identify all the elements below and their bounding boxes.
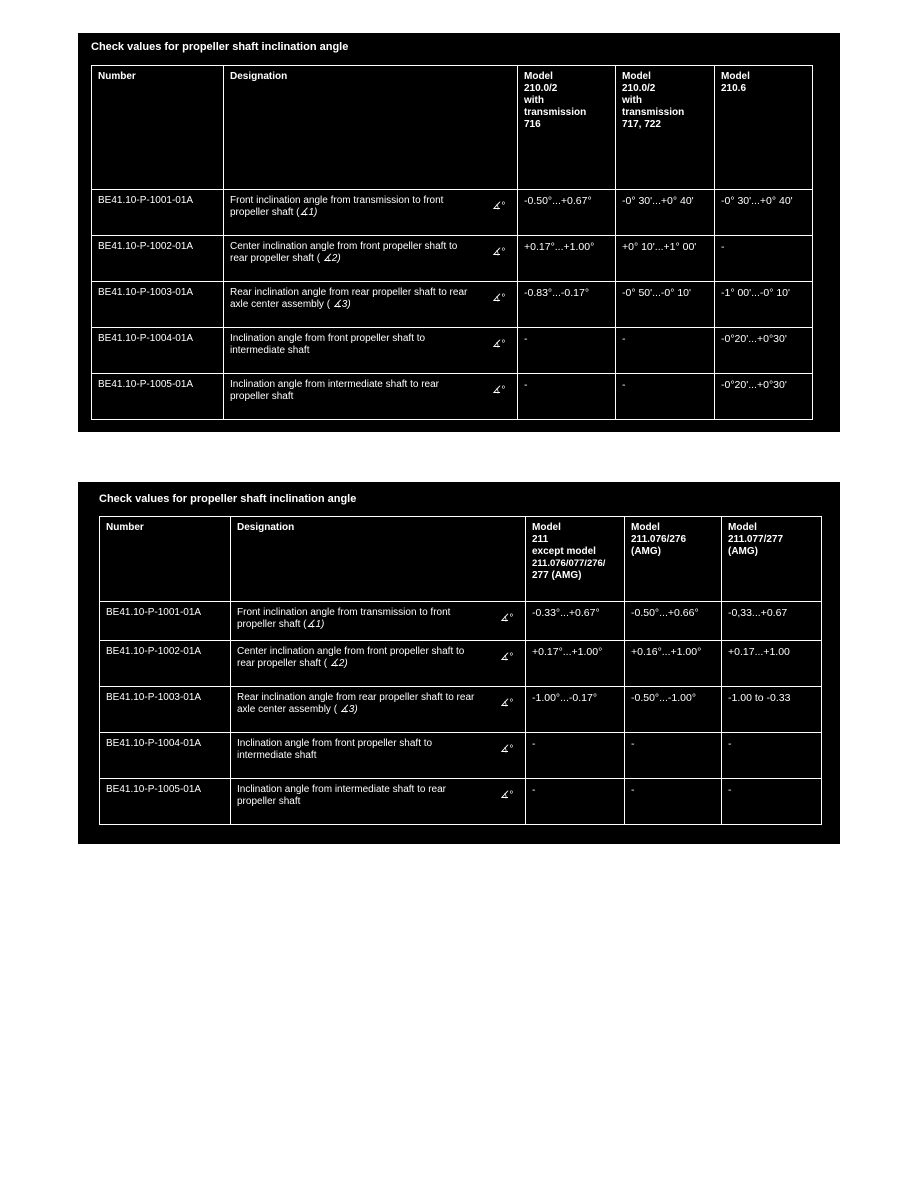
row-value-model-3: -0°20'...+0°30'	[715, 374, 813, 420]
designation-text: Inclination angle from front propeller shaft to intermediate shaft	[237, 738, 433, 761]
row-value-model-2: -0° 50'...-0° 10'	[616, 282, 715, 328]
row-number: BE41.10-P-1004-01A	[100, 733, 231, 779]
designation-text: Inclination angle from front propeller shaft to intermediate shaft	[230, 333, 426, 356]
row-value-model-2: -0° 30'...+0° 40'	[616, 190, 715, 236]
angle-reference: ∡3)	[337, 704, 358, 715]
row-designation	[224, 282, 518, 328]
row-number: BE41.10-P-1004-01A	[92, 328, 224, 374]
model-note: except model	[532, 546, 596, 557]
header-designation: Designation	[224, 66, 518, 190]
model-note: transmission	[524, 107, 587, 118]
designation-text: Rear inclination angle from rear propeller shaft to rear axle center assembly (	[237, 692, 475, 715]
row-value-model-1: -0.50°...+0.67°	[518, 190, 616, 236]
row-value-model-1: -	[518, 328, 616, 374]
table-row	[100, 687, 822, 733]
model-label: Model	[524, 71, 553, 82]
model-note: with	[524, 95, 544, 106]
header-model-1	[518, 66, 616, 190]
table-row	[100, 733, 822, 779]
angle-icon: ∡°	[500, 698, 513, 709]
row-designation	[224, 328, 518, 374]
model-code: 210.0/2	[524, 83, 558, 94]
designation-text: Center inclination angle from front propeller shaft to rear propeller shaft (	[230, 241, 458, 264]
inclination-table	[99, 516, 822, 825]
designation-cell	[237, 784, 519, 808]
designation-text: Front inclination angle from transmission to front propeller shaft (	[237, 607, 451, 630]
angle-reference: ∡3)	[330, 299, 351, 310]
model-note: (AMG)	[728, 546, 758, 557]
inclination-table-panel-210	[78, 33, 840, 432]
row-number: BE41.10-P-1002-01A	[100, 641, 231, 687]
table-body	[92, 190, 813, 420]
row-number: BE41.10-P-1003-01A	[92, 282, 224, 328]
angle-reference: ∡1)	[306, 619, 325, 630]
row-value-model-1: -	[518, 374, 616, 420]
row-number: BE41.10-P-1001-01A	[92, 190, 224, 236]
row-value-model-1: -1.00°...-0.17°	[526, 687, 625, 733]
table-row	[92, 282, 813, 328]
row-designation	[224, 236, 518, 282]
table-row	[92, 190, 813, 236]
model-note: 716	[524, 119, 541, 130]
header-model-3	[715, 66, 813, 190]
row-value-model-3: -0°20'...+0°30'	[715, 328, 813, 374]
model-code: 211.076/276	[631, 534, 687, 545]
designation-cell	[230, 195, 511, 219]
row-number: BE41.10-P-1003-01A	[100, 687, 231, 733]
designation-cell	[230, 241, 511, 265]
table-row	[100, 641, 822, 687]
row-value-model-1: -	[526, 733, 625, 779]
row-value-model-3: -	[722, 779, 822, 825]
designation-text: Rear inclination angle from rear propeller shaft to rear axle center assembly (	[230, 287, 468, 310]
table-row	[92, 328, 813, 374]
table-title: Check values for propeller shaft inclination angle	[99, 493, 357, 505]
table-row	[92, 374, 813, 420]
model-note: transmission	[622, 107, 685, 118]
row-value-model-2: -	[625, 779, 722, 825]
row-designation	[231, 641, 526, 687]
row-value-model-2: +0.16°...+1.00°	[625, 641, 722, 687]
row-designation	[231, 779, 526, 825]
table-header-row	[92, 66, 813, 190]
row-designation	[224, 190, 518, 236]
header-model-2	[625, 517, 722, 602]
designation-cell	[230, 333, 511, 357]
row-value-model-1: -0.83°...-0.17°	[518, 282, 616, 328]
angle-reference: ∡2)	[327, 658, 348, 669]
model-label: Model	[532, 522, 561, 533]
inclination-table-panel-211	[78, 482, 840, 844]
model-label: Model	[728, 522, 757, 533]
row-value-model-3: -1.00 to -0.33	[722, 687, 822, 733]
inclination-table	[91, 65, 813, 420]
model-note: 717, 722	[622, 119, 661, 130]
row-designation	[231, 602, 526, 641]
row-value-model-3: -	[722, 733, 822, 779]
row-number: BE41.10-P-1005-01A	[100, 779, 231, 825]
row-value-model-1: +0.17°...+1.00°	[526, 641, 625, 687]
designation-cell	[237, 738, 519, 762]
row-value-model-3: -1° 00'...-0° 10'	[715, 282, 813, 328]
header-model-1	[526, 517, 625, 602]
table-row	[100, 602, 822, 641]
row-value-model-3: -	[715, 236, 813, 282]
row-value-model-1: -	[526, 779, 625, 825]
angle-reference: ∡2)	[320, 253, 341, 264]
table-row	[92, 236, 813, 282]
row-number: BE41.10-P-1001-01A	[100, 602, 231, 641]
model-label: Model	[631, 522, 660, 533]
angle-icon: ∡°	[492, 339, 505, 350]
row-value-model-2: -0.50°...+0.66°	[625, 602, 722, 641]
angle-icon: ∡°	[500, 744, 513, 755]
designation-text: Front inclination angle from transmission to front propeller shaft (	[230, 195, 444, 218]
row-value-model-2: -	[616, 374, 715, 420]
designation-cell	[237, 646, 519, 670]
row-value-model-2: +0° 10'...+1° 00'	[616, 236, 715, 282]
model-code: 211	[532, 534, 549, 545]
designation-cell	[230, 287, 511, 311]
row-value-model-3: -0° 30'...+0° 40'	[715, 190, 813, 236]
designation-cell	[237, 607, 519, 631]
designation-text: Inclination angle from intermediate shaft to rear propeller shaft	[230, 379, 439, 402]
designation-cell	[237, 692, 519, 716]
row-value-model-2: -	[616, 328, 715, 374]
header-number: Number	[100, 517, 231, 602]
model-label: Model	[622, 71, 651, 82]
row-value-model-3: +0.17...+1.00	[722, 641, 822, 687]
model-note: with	[622, 95, 642, 106]
row-designation	[224, 374, 518, 420]
angle-icon: ∡°	[500, 613, 513, 624]
model-note: 211.076/077/276/	[532, 558, 606, 569]
angle-icon: ∡°	[500, 790, 513, 801]
model-label: Model	[721, 71, 750, 82]
row-number: BE41.10-P-1002-01A	[92, 236, 224, 282]
angle-icon: ∡°	[492, 201, 505, 212]
row-value-model-1: +0.17°...+1.00°	[518, 236, 616, 282]
row-value-model-2: -	[625, 733, 722, 779]
header-model-3	[722, 517, 822, 602]
model-note: 277 (AMG)	[532, 570, 582, 581]
angle-reference: ∡1)	[299, 207, 318, 218]
row-number: BE41.10-P-1005-01A	[92, 374, 224, 420]
designation-cell	[230, 379, 511, 403]
row-value-model-1: -0.33°...+0.67°	[526, 602, 625, 641]
table-header-row	[100, 517, 822, 602]
header-designation: Designation	[231, 517, 526, 602]
header-model-2	[616, 66, 715, 190]
model-code: 210.0/2	[622, 83, 656, 94]
row-value-model-2: -0.50°...-1.00°	[625, 687, 722, 733]
row-designation	[231, 733, 526, 779]
angle-icon: ∡°	[492, 247, 505, 258]
model-code: 210.6	[721, 83, 747, 94]
angle-icon: ∡°	[492, 385, 505, 396]
table-row	[100, 779, 822, 825]
table-body	[100, 602, 822, 825]
row-value-model-3: -0,33...+0.67	[722, 602, 822, 641]
designation-text: Center inclination angle from front propeller shaft to rear propeller shaft (	[237, 646, 465, 669]
designation-text: Inclination angle from intermediate shaft to rear propeller shaft	[237, 784, 446, 807]
angle-icon: ∡°	[500, 652, 513, 663]
row-designation	[231, 687, 526, 733]
model-code: 211.077/277	[728, 534, 784, 545]
header-number: Number	[92, 66, 224, 190]
table-title: Check values for propeller shaft inclination angle	[91, 41, 349, 53]
angle-icon: ∡°	[492, 293, 505, 304]
model-note: (AMG)	[631, 546, 661, 557]
